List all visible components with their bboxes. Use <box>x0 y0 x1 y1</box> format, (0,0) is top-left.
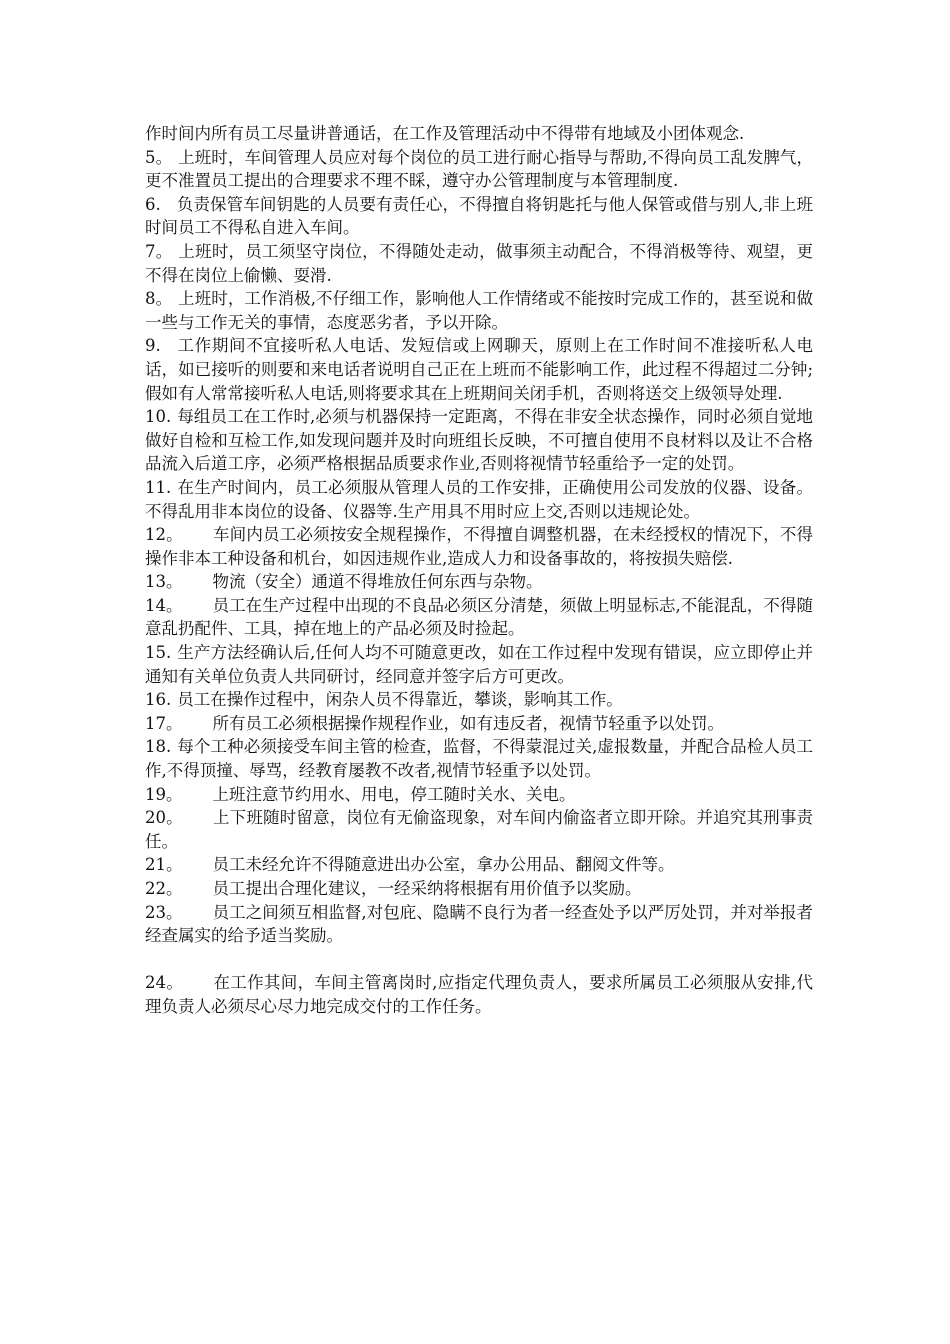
rule-number: 19。 <box>145 784 183 804</box>
rule-number: 22。 <box>145 879 183 898</box>
rule-text: 上班注意节约用水、用电，停工随时关水、关电。 <box>212 784 576 804</box>
rule-number: 20。 <box>145 808 183 828</box>
rule-text: 负责保管车间钥匙的人员要有责任心，不得擅自将钥匙托与他人保管或借与别人,非上班时间员工不得私自进入车间。 <box>145 194 813 238</box>
rule-number: 9. <box>145 336 161 356</box>
rule-24 <box>145 971 813 1018</box>
rule-text: 员工之间须互相监督,对包庇、隐瞒不良行为者一经查处予以严厉处罚，并对举报者经查属实的给予适当奖励。 <box>145 902 813 946</box>
rule-number: 16. <box>145 690 172 710</box>
rule-text: 所有员工必须根据操作规程作业，如有违反者，视情节轻重予以处罚。 <box>212 713 724 733</box>
rule-text: 上下班随时留意，岗位有无偷盗现象，对车间内偷盗者立即开除。并追究其刑事责任。 <box>145 808 814 851</box>
rule-text: 上班时，车间管理人员应对每个岗位的员工进行耐心指导与帮助,不得向员工乱发脾气，更不准置员工提出的合理要求不理不睬，遵守办公管理制度与本管理制度. <box>145 147 813 191</box>
rule-text: 员工在生产过程中出现的不良品必须区分清楚，须做上明显标志,不能混乱，不得随意乱扔配件、工具，掉在地上的产品必须及时捡起。 <box>145 595 813 639</box>
rule-number: 7。 <box>145 241 173 261</box>
rule-13 <box>145 570 813 594</box>
rule-number: 23。 <box>145 902 183 922</box>
rule-number: 13。 <box>145 572 183 592</box>
rule-text: 工作期间不宜接听私人电话、发短信或上网聊天，原则上在工作时间不准接听私人电话，如已接听的则要和来电话者说明自己正在上班而不能影响工作，此过程不得超过二分钟;假如有人常常接听私人电话,则将要求其在上班期间关闭手机，否则将送交上级领导处理. <box>145 336 813 403</box>
rule-number: 14。 <box>145 595 183 615</box>
rule-number: 15. <box>145 643 172 663</box>
rule-18 <box>145 735 813 782</box>
rule-number: 10. <box>145 407 172 427</box>
rule-number: 5。 <box>145 147 173 167</box>
rule-number: 8。 <box>145 289 173 309</box>
rule-23 <box>145 901 813 948</box>
rule-text: 上班时，工作消极,不仔细工作，影响他人工作情绪或不能按时完成工作的，甚至说和做一些与工作无关的事情，态度恶劣者，予以开除。 <box>145 289 813 332</box>
rule-19 <box>145 783 813 807</box>
rule-14 <box>145 594 813 641</box>
rule-text: 在工作其间，车间主管离岗时,应指定代理负责人，要求所属员工必须服从安排,代理负责人必须尽心尽力地完成交付的工作任务。 <box>145 973 813 1016</box>
rule-number: 17。 <box>145 713 183 733</box>
rule-text: 员工在操作过程中，闲杂人员不得靠近，攀谈，影响其工作。 <box>177 690 623 710</box>
rule-22 <box>145 877 813 901</box>
rule-8 <box>145 287 813 334</box>
rule-number: 12。 <box>145 525 183 545</box>
rule-6 <box>145 193 813 240</box>
rule-text: 每组员工在工作时,必须与机器保持一定距离，不得在非安全状态操作，同时必须自觉地做好自检和互检工作,如发现问题并及时向班组长反映，不可擅自使用不良材料以及让不合格品流入后道工序，必须严格根据品质要求作业,否则将视情节轻重给予一定的处罚。 <box>145 407 813 474</box>
document-page <box>145 122 813 1019</box>
rule-text: 上班时，员工须坚守岗位，不得随处走动，做事须主动配合，不得消极等待、观望，更不得在岗位上偷懒、耍滑. <box>145 241 814 285</box>
rule-10 <box>145 405 813 476</box>
rule-9 <box>145 334 813 405</box>
rule-7 <box>145 240 813 287</box>
rule-number: 21。 <box>145 855 183 875</box>
rule-12 <box>145 523 813 570</box>
rule-20 <box>145 806 813 853</box>
rule-21 <box>145 853 813 877</box>
rule-11 <box>145 476 813 523</box>
rule-5 <box>145 146 813 193</box>
rule-text: 在生产时间内，员工必须服从管理人员的工作安排，正确使用公司发放的仪器、设备。不得乱用非本岗位的设备、仪器等.生产用具不用时应上交,否则以违规论处。 <box>145 477 813 521</box>
rule-text: 物流（安全）通道不得堆放任何东西与杂物。 <box>212 572 543 592</box>
rule-text: 车间内员工必须按安全规程操作，不得擅自调整机器，在未经授权的情况下，不得操作非本工种设备和机台，如因违规作业,造成人力和设备事故的，将按损失赔偿. <box>145 525 814 568</box>
rule-text: 员工提出合理化建议，一经采纳将根据有用价值予以奖励。 <box>212 879 642 898</box>
rule-text: 员工未经允许不得随意进出办公室，拿办公用品、翻阅文件等。 <box>212 855 675 875</box>
paragraph-0 <box>145 122 813 146</box>
rule-16 <box>145 688 813 712</box>
rule-number: 6. <box>145 194 161 214</box>
paragraph-text: 作时间内所有员工尽量讲普通话，在工作及管理活动中不得带有地域及小团体观念. <box>145 124 745 143</box>
rule-text: 生产方法经确认后,任何人均不可随意更改，如在工作过程中发现有错误，应立即停止并通知有关单位负责人共同研讨，经同意并签字后方可更改。 <box>145 643 813 686</box>
rule-15 <box>145 641 813 688</box>
rule-number: 11. <box>145 477 172 497</box>
rule-17 <box>145 712 813 736</box>
blank-line <box>145 948 813 972</box>
rule-number: 18. <box>145 737 172 757</box>
rule-text: 每个工种必须接受车间主管的检查，监督，不得蒙混过关,虚报数量，并配合品检人员工作,不得顶撞、辱骂，经教育屡教不改者,视情节轻重予以处罚。 <box>145 737 813 781</box>
rule-number: 24。 <box>145 973 184 993</box>
